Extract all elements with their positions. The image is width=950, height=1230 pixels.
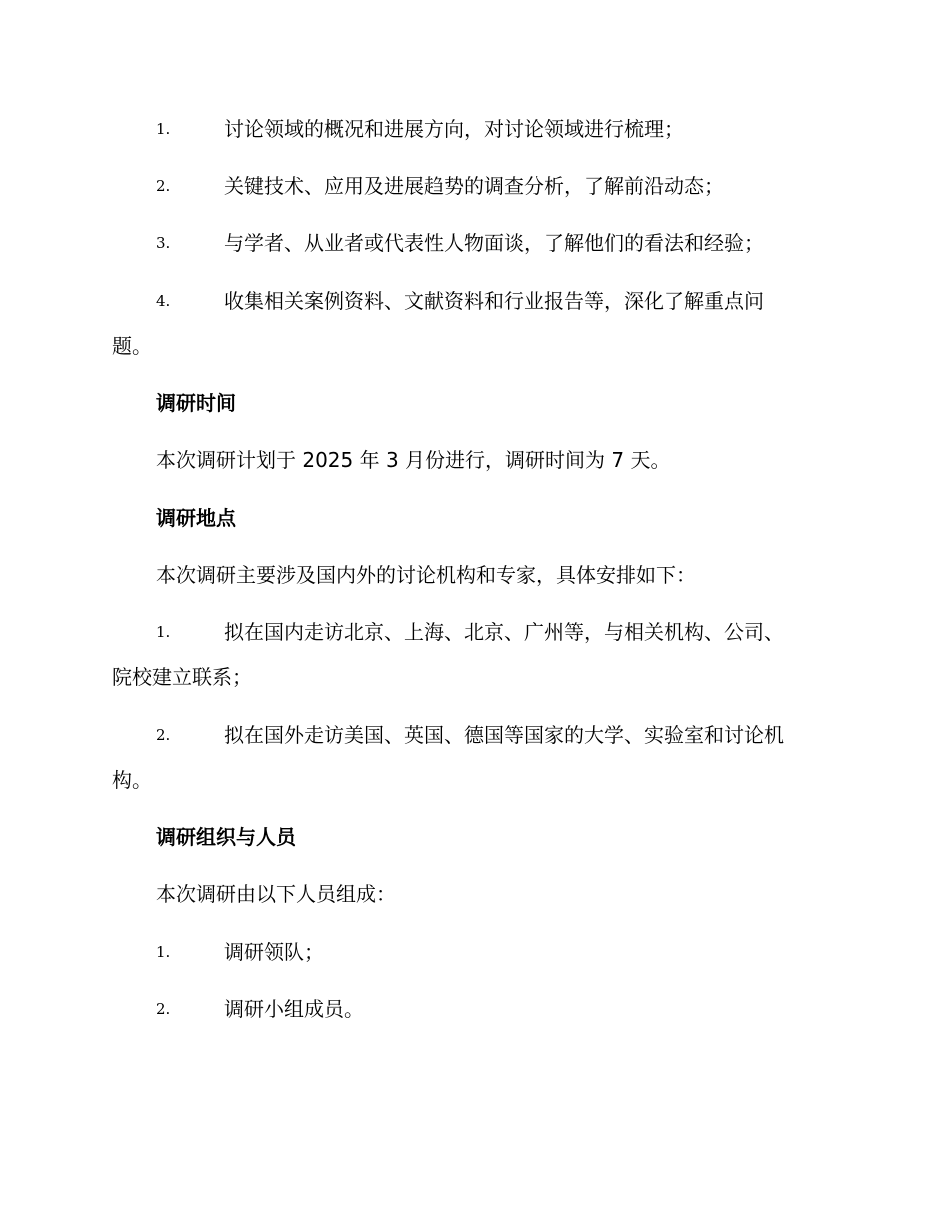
- list-text: 收集相关案例资料、文献资料和行业报告等，深化了解重点问: [224, 289, 764, 313]
- list-number: 2.: [156, 177, 171, 195]
- list-number: 1.: [156, 943, 171, 961]
- list-text-continuation: 题。: [112, 334, 152, 358]
- list-number: 1.: [156, 120, 171, 138]
- list-text: 讨论领域的概况和进展方向，对讨论领域进行梳理；: [224, 117, 684, 141]
- paragraph-text: 本次调研主要涉及国内外的讨论机构和专家，具体安排如下：: [156, 563, 696, 587]
- list-number: 3.: [156, 234, 171, 252]
- list-text-continuation: 院校建立联系；: [112, 665, 252, 689]
- list-text: 拟在国外走访美国、英国、德国等国家的大学、实验室和讨论机: [224, 723, 784, 747]
- heading-text: 调研组织与人员: [156, 825, 296, 849]
- list-number: 4.: [156, 292, 171, 310]
- list-text-continuation: 构。: [112, 768, 152, 792]
- list-text: 与学者、从业者或代表性人物面谈，了解他们的看法和经验；: [224, 231, 764, 255]
- heading-text: 调研时间: [156, 391, 236, 415]
- paragraph-text: 本次调研计划于 2025 年 3 月份进行，调研时间为 7 天。: [156, 448, 671, 472]
- list-text: 拟在国内走访北京、上海、北京、广州等，与相关机构、公司、: [224, 620, 784, 644]
- paragraph-text: 本次调研由以下人员组成：: [156, 882, 396, 906]
- list-number: 2.: [156, 726, 171, 744]
- heading-text: 调研地点: [156, 506, 236, 530]
- list-text: 调研领队；: [224, 940, 324, 964]
- list-text: 调研小组成员。: [224, 997, 364, 1021]
- list-number: 2.: [156, 1000, 171, 1018]
- list-text: 关键技术、应用及进展趋势的调查分析，了解前沿动态；: [224, 174, 724, 198]
- list-number: 1.: [156, 623, 171, 641]
